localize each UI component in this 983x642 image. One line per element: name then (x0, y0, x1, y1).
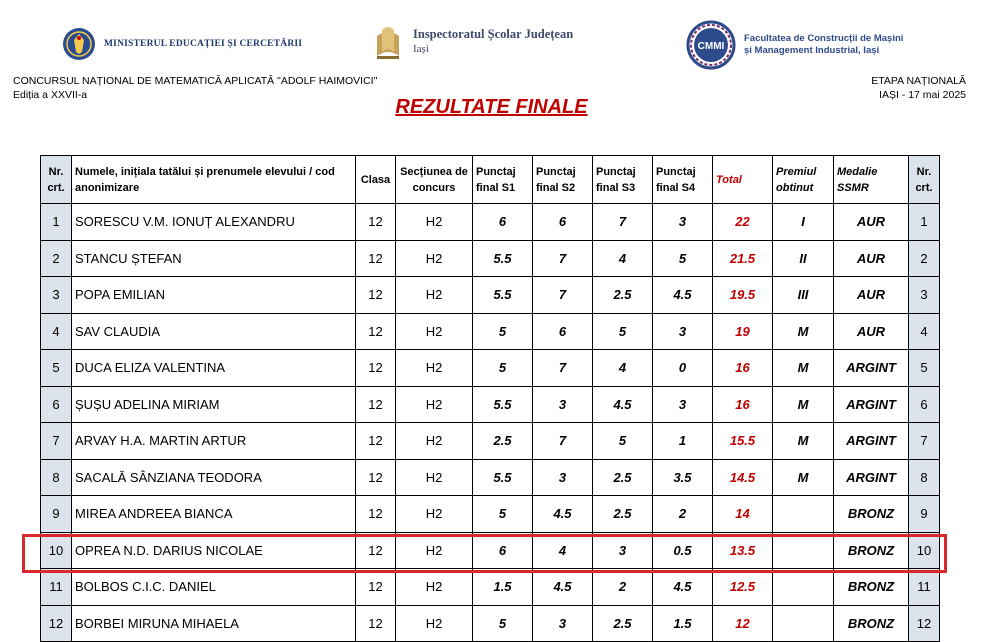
cell-s1: 5 (473, 605, 533, 642)
cell-s2: 4 (533, 532, 593, 569)
cell-nr-end: 7 (909, 423, 940, 460)
faculty-name-line2: și Management Industrial, Iași (744, 45, 880, 56)
cell-name: STANCU ȘTEFAN (72, 240, 356, 277)
cell-total: 14 (713, 496, 773, 533)
col-header-s4: Punctaj final S4 (653, 156, 713, 204)
cell-premiu (773, 605, 834, 642)
cell-sectiune: H2 (396, 532, 473, 569)
cell-s1: 5.5 (473, 459, 533, 496)
cell-sectiune: H2 (396, 204, 473, 241)
cell-premiu: M (773, 313, 834, 350)
cell-name: DUCA ELIZA VALENTINA (72, 350, 356, 387)
results-body (41, 204, 940, 642)
col-header-s1: Punctaj final S1 (473, 156, 533, 204)
logo-row (0, 0, 983, 72)
cell-s3: 5 (593, 423, 653, 460)
cell-medalie: ARGINT (834, 386, 909, 423)
cell-s4: 1 (653, 423, 713, 460)
isj-name: Inspectoratul Școlar Județean (413, 27, 574, 41)
page-title-wrap (0, 96, 983, 119)
col-header-name: Numele, inițiala tatălui și prenumele elevului / cod anonimizare (72, 156, 356, 204)
cell-name: ARVAY H.A. MARTIN ARTUR (72, 423, 356, 460)
cell-sectiune: H2 (396, 277, 473, 314)
cell-nr-end: 4 (909, 313, 940, 350)
cell-nr: 1 (41, 204, 72, 241)
cmmi-badge-text: CMMI (697, 41, 725, 52)
cell-s4: 0.5 (653, 532, 713, 569)
cell-s3: 2 (593, 569, 653, 606)
cell-nr: 5 (41, 350, 72, 387)
cell-premiu (773, 569, 834, 606)
table-row (41, 386, 940, 423)
col-header-medalie: Medalie SSMR (834, 156, 909, 204)
cell-premiu: M (773, 459, 834, 496)
col-header-total: Total (713, 156, 773, 204)
table-row (41, 496, 940, 533)
cell-medalie: BRONZ (834, 532, 909, 569)
cell-medalie: AUR (834, 277, 909, 314)
cell-nr-end: 6 (909, 386, 940, 423)
col-header-nr: Nr. crt. (41, 156, 72, 204)
page-title: REZULTATE FINALE (395, 96, 588, 118)
cell-name: BORBEI MIRUNA MIHAELA (72, 605, 356, 642)
cell-s4: 1.5 (653, 605, 713, 642)
cell-sectiune: H2 (396, 350, 473, 387)
cell-nr-end: 3 (909, 277, 940, 314)
cell-nr-end: 10 (909, 532, 940, 569)
cell-s1: 2.5 (473, 423, 533, 460)
cell-premiu: II (773, 240, 834, 277)
cell-total: 14.5 (713, 459, 773, 496)
cell-premiu (773, 496, 834, 533)
cell-premiu: M (773, 386, 834, 423)
cell-s3: 3 (593, 532, 653, 569)
cell-s1: 5.5 (473, 277, 533, 314)
cell-premiu: M (773, 423, 834, 460)
cell-total: 12 (713, 605, 773, 642)
cell-medalie: ARGINT (834, 350, 909, 387)
cell-medalie: BRONZ (834, 496, 909, 533)
cell-total: 15.5 (713, 423, 773, 460)
cell-s4: 3 (653, 313, 713, 350)
table-row (41, 532, 940, 569)
cell-name: OPREA N.D. DARIUS NICOLAE (72, 532, 356, 569)
cell-clasa: 12 (356, 496, 396, 533)
cell-s2: 6 (533, 313, 593, 350)
cell-s2: 3 (533, 386, 593, 423)
cell-s3: 4 (593, 240, 653, 277)
faculty-name-line1: Facultatea de Construcții de Mașini (744, 33, 904, 44)
cell-medalie: AUR (834, 204, 909, 241)
isj-logo (373, 22, 573, 60)
cell-nr: 2 (41, 240, 72, 277)
cell-s3: 2.5 (593, 277, 653, 314)
cell-s3: 2.5 (593, 496, 653, 533)
cell-total: 19 (713, 313, 773, 350)
cell-clasa: 12 (356, 277, 396, 314)
cell-s1: 6 (473, 532, 533, 569)
cell-s2: 4.5 (533, 496, 593, 533)
table-row (41, 605, 940, 642)
cell-s2: 7 (533, 423, 593, 460)
cell-nr: 8 (41, 459, 72, 496)
cell-premiu: M (773, 350, 834, 387)
cell-nr: 3 (41, 277, 72, 314)
cell-medalie: BRONZ (834, 605, 909, 642)
cell-nr-end: 5 (909, 350, 940, 387)
cell-sectiune: H2 (396, 423, 473, 460)
cell-name: MIREA ANDREEA BIANCA (72, 496, 356, 533)
table-row (41, 459, 940, 496)
cell-sectiune: H2 (396, 313, 473, 350)
cell-nr-end: 9 (909, 496, 940, 533)
cell-s2: 3 (533, 605, 593, 642)
contest-name: CONCURSUL NAȚIONAL DE MATEMATICĂ APLICATĂ "ADOLF HAIMOVICI" (13, 75, 378, 87)
cell-clasa: 12 (356, 313, 396, 350)
cell-s1: 5.5 (473, 240, 533, 277)
cell-medalie: BRONZ (834, 569, 909, 606)
cell-nr-end: 11 (909, 569, 940, 606)
cell-medalie: ARGINT (834, 459, 909, 496)
cell-s4: 2 (653, 496, 713, 533)
cell-s4: 0 (653, 350, 713, 387)
cell-name: ȘUȘU ADELINA MIRIAM (72, 386, 356, 423)
cmmi-emblem-icon (686, 20, 736, 70)
table-row (41, 313, 940, 350)
col-header-clasa: Clasa (356, 156, 396, 204)
cell-name: BOLBOS C.I.C. DANIEL (72, 569, 356, 606)
cell-s1: 5 (473, 350, 533, 387)
cell-nr: 10 (41, 532, 72, 569)
cell-premiu: I (773, 204, 834, 241)
cell-clasa: 12 (356, 204, 396, 241)
cell-nr: 11 (41, 569, 72, 606)
cell-clasa: 12 (356, 605, 396, 642)
table-row (41, 240, 940, 277)
cell-total: 21.5 (713, 240, 773, 277)
location-date: IAȘI - 17 mai 2025 (879, 89, 966, 101)
cell-total: 22 (713, 204, 773, 241)
table-header-row (41, 156, 940, 204)
cell-s4: 5 (653, 240, 713, 277)
col-header-sectiunea: Secțiunea de concurs (396, 156, 473, 204)
cell-s1: 6 (473, 204, 533, 241)
faculty-logo (686, 20, 903, 70)
cell-total: 13.5 (713, 532, 773, 569)
cell-clasa: 12 (356, 569, 396, 606)
results-table (40, 155, 940, 642)
cell-s2: 4.5 (533, 569, 593, 606)
cell-name: SAV CLAUDIA (72, 313, 356, 350)
cell-nr-end: 8 (909, 459, 940, 496)
col-header-s3: Punctaj final S3 (593, 156, 653, 204)
cell-nr-end: 2 (909, 240, 940, 277)
isj-emblem-icon (373, 22, 403, 60)
cell-s3: 4 (593, 350, 653, 387)
col-header-premiu: Premiul obtinut (773, 156, 834, 204)
table-row (41, 423, 940, 460)
cell-sectiune: H2 (396, 459, 473, 496)
cell-nr-end: 1 (909, 204, 940, 241)
cell-nr: 7 (41, 423, 72, 460)
cell-s2: 7 (533, 277, 593, 314)
cell-clasa: 12 (356, 459, 396, 496)
cell-clasa: 12 (356, 423, 396, 460)
table-row (41, 569, 940, 606)
cell-s4: 3.5 (653, 459, 713, 496)
cell-clasa: 12 (356, 350, 396, 387)
cell-clasa: 12 (356, 532, 396, 569)
ministry-name: MINISTERUL EDUCAȚIEI ȘI CERCETĂRII (104, 39, 303, 49)
cell-nr-end: 12 (909, 605, 940, 642)
cell-s2: 6 (533, 204, 593, 241)
cell-sectiune: H2 (396, 386, 473, 423)
isj-city: Iași (413, 43, 429, 55)
cell-nr: 12 (41, 605, 72, 642)
cell-nr: 9 (41, 496, 72, 533)
cell-s4: 4.5 (653, 569, 713, 606)
contest-stage: ETAPA NAȚIONALĂ (871, 75, 966, 87)
cell-sectiune: H2 (396, 240, 473, 277)
romania-coat-of-arms-icon (60, 26, 98, 62)
col-header-nr-end: Nr. crt. (909, 156, 940, 204)
cell-premiu: III (773, 277, 834, 314)
cell-s1: 5.5 (473, 386, 533, 423)
table-row (41, 350, 940, 387)
cell-total: 12.5 (713, 569, 773, 606)
cell-nr: 6 (41, 386, 72, 423)
cell-name: SACALĂ SÂNZIANA TEODORA (72, 459, 356, 496)
cell-s3: 7 (593, 204, 653, 241)
cell-s3: 4.5 (593, 386, 653, 423)
cell-s3: 5 (593, 313, 653, 350)
cell-medalie: AUR (834, 240, 909, 277)
cell-s1: 5 (473, 313, 533, 350)
cell-s1: 1.5 (473, 569, 533, 606)
cell-s1: 5 (473, 496, 533, 533)
cell-premiu (773, 532, 834, 569)
cell-total: 19.5 (713, 277, 773, 314)
cell-s2: 7 (533, 350, 593, 387)
table-row (41, 277, 940, 314)
cell-name: SORESCU V.M. IONUȚ ALEXANDRU (72, 204, 356, 241)
cell-s3: 2.5 (593, 459, 653, 496)
cell-sectiune: H2 (396, 496, 473, 533)
cell-medalie: ARGINT (834, 423, 909, 460)
cell-name: POPA EMILIAN (72, 277, 356, 314)
cell-nr: 4 (41, 313, 72, 350)
cell-total: 16 (713, 350, 773, 387)
cell-total: 16 (713, 386, 773, 423)
cell-s4: 4.5 (653, 277, 713, 314)
cell-s2: 3 (533, 459, 593, 496)
cell-s4: 3 (653, 386, 713, 423)
cell-sectiune: H2 (396, 569, 473, 606)
cell-s4: 3 (653, 204, 713, 241)
cell-s3: 2.5 (593, 605, 653, 642)
ministry-logo (60, 26, 302, 62)
cell-clasa: 12 (356, 386, 396, 423)
cell-medalie: AUR (834, 313, 909, 350)
col-header-s2: Punctaj final S2 (533, 156, 593, 204)
cell-sectiune: H2 (396, 605, 473, 642)
cell-clasa: 12 (356, 240, 396, 277)
contest-edition: Ediția a XXVII-a (13, 89, 88, 101)
table-row (41, 204, 940, 241)
cell-s2: 7 (533, 240, 593, 277)
